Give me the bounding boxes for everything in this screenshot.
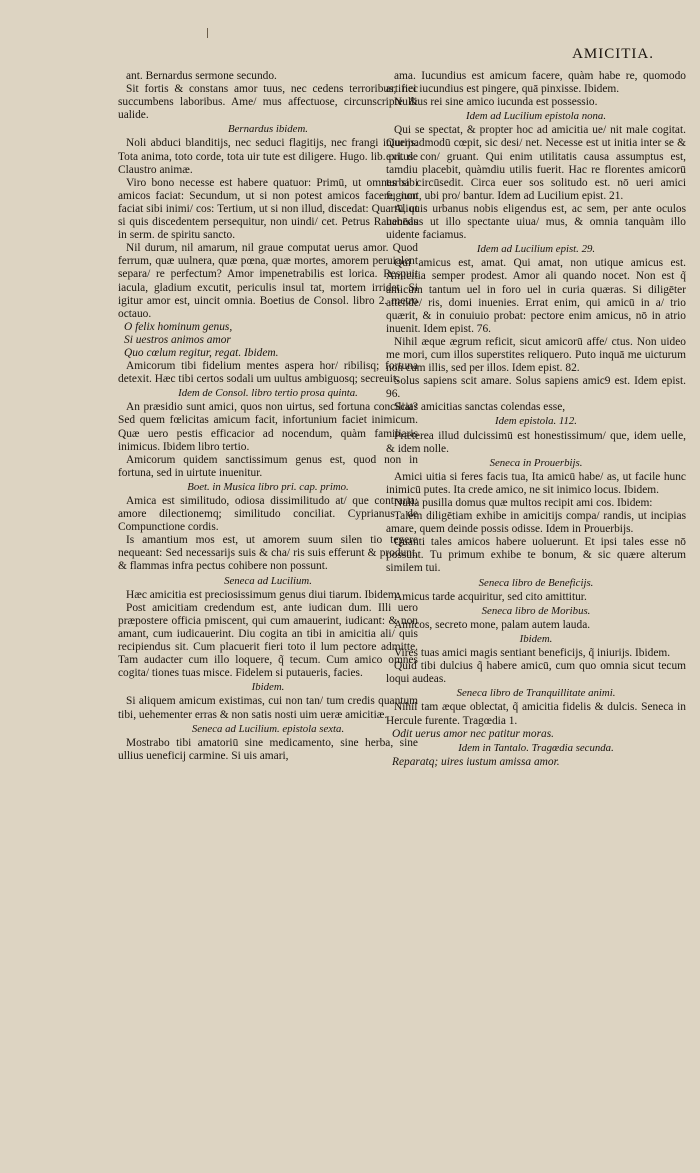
paragraph: Aliquis urbanus nobis eligendus est, ac sem, per ante oculos habēdus ut illo spectante uiua/ mus, & omnia tanquàm illo uidente faciamus. bbox=[386, 202, 686, 242]
paragraph: Noli abduci blanditijs, nec seduci flagitijs, nec frangi iniurijs. Tota anima, toto corde, tota uir tute est diligere. Hugo. lib. pri. de Claustro animæ. bbox=[118, 137, 418, 176]
verse-line: Odit uerus amor nec patitur moras. bbox=[392, 727, 554, 740]
verse-line: O felix hominum genus, bbox=[124, 320, 233, 333]
paragraph: Qui se spectat, & propter hoc ad amicitia ue/ nit male cogitat. Quemadmodū cœpit, sic desi/ net. Necesse est ut initia inter se & exitus con/ gruant. Qui enim utilitatis causa assumptus est, tamdiu placebit, quàmdiu utilis fuerit. Hac re florentes amicorū turba circūsedit. Circa euer sos solitudo est. nō ueri amici fugiunt, ubi pro/ bantur. Idem ad Lucilium epist. 21. bbox=[386, 124, 686, 202]
citation: Idem ad Lucilium epist. 29. bbox=[476, 243, 596, 256]
paragraph: Prætereа illud dulcissimū est honestissimum/ que, idem uelle, & idem nolle. bbox=[386, 429, 686, 455]
paragraph: Amici uitia si feres facis tua, Ita amicū habe/ as, ut facile hunc inimicū putes. Ita crede amico, ne sit inimico locus. Ibidem. bbox=[386, 470, 686, 496]
paragraph: Amicorum quidem sanctissimum genus est, quod non in fortuna, sed in uirtute inuenitur. bbox=[118, 453, 418, 479]
paragraph: Nil durum, nil amarum, nil graue computat uerus amor. Quod ferrum, quæ uulnera, quæ pœna, quæ mortes, amorem peruialent separa/ re perfectum? Amor impenetrabilis est lorica. Respuit iacula, gladium excutit, periculis insul tat, mortem irridet. Si igitur amor est, uincit omnia. Boetius de Consol. libro 2. metro octauo. bbox=[118, 242, 418, 320]
citation: Boet. in Musica libro pri. cap. primo. bbox=[187, 480, 349, 493]
citation: Seneca in Prouerbijs. bbox=[489, 456, 583, 469]
verse-line: Quo cœlum regitur, regat. Ibidem. bbox=[124, 346, 279, 359]
verse-line: Si uestros animos amor bbox=[124, 333, 231, 346]
paragraph: Amica est similitudo, odiosa dissimilitudo at/ que contraria: amore dilectionemq; similitudo conciliat. Cyprianus de Compunctione cordis. bbox=[118, 495, 418, 534]
citation: Seneca libro de Tranquillitate animi. bbox=[456, 687, 616, 700]
paragraph: Amicorum tibi fidelium mentes aspera hor/ ribilisq; fortuna detexit. Hæc tibi certos sodali um uultus ambiguosq; secreuit. bbox=[118, 360, 418, 386]
citation: Idem in Tantalo. Tragœdia secunda. bbox=[458, 741, 614, 754]
paragraph: Hæc amicitia est preciosissimum genus diui tiarum. Ibidem. bbox=[126, 588, 400, 601]
citation: Idem epistola. 112. bbox=[495, 415, 577, 428]
left-text-column bbox=[118, 70, 418, 763]
page-mark bbox=[207, 28, 212, 38]
page-title: AMICITIA. bbox=[572, 46, 654, 62]
citation: Seneca ad Lucilium. epistola sexta. bbox=[191, 722, 345, 735]
paragraph: Is amantium mos est, ut amorem suum silen tio tegere nequeant: Sed necessarijs suis & cha/ ris suis efferunt & produnt, & flammas infra pectus cohibere non possunt. bbox=[118, 534, 418, 573]
citation: Idem ad Lucilium epistola nona. bbox=[465, 110, 607, 123]
paragraph: Post amicitiam credendum est, ante iudican dum. Illi uero præpostere officia pmiscent, qui cum amauerint, iudicant: & non amant, cum iudicauerint. Diu cogita an tibi in amicitia ali/ quis recipiendus sit. Cum placuerit fieri toto il lum pectore admitte. Tam audacter cum illo loquere, q̃ tecum. Cum amico omnes cogita/ tiones tuas misce. Fidelem si putaueris, facies. bbox=[118, 601, 418, 680]
paragraph: Vires tuas amici magis sentiant beneficijs, q̃ iniurijs. Ibidem. bbox=[394, 647, 671, 660]
citation: Idem de Consol. libro tertio prosa quinta. bbox=[178, 387, 358, 400]
citation: Ibidem. bbox=[251, 681, 285, 694]
right-text-column bbox=[386, 70, 686, 769]
citation: Ibidem. bbox=[519, 632, 553, 645]
citation: Seneca libro de Beneficijs. bbox=[478, 576, 594, 589]
paragraph: Amicos, secreto mone, palam autem lauda. bbox=[394, 618, 591, 631]
paragraph: Nihil tam æque oblectat, q̃ amicitia fidelis & dulcis. Seneca in Hercule furente. Tragœdia 1. bbox=[386, 701, 686, 727]
paragraph: Nullius rei sine amico iucunda est possessio. bbox=[394, 96, 598, 109]
paragraph: Nihil æque ægrum reficit, sicut amicorū affe/ ctus. Non uideo me mori, cum illos superstites reliquero. Puto inquā me uicturum non cum illis, sed per illos. Idem epist. 82. bbox=[386, 335, 686, 375]
citation: Seneca libro de Moribus. bbox=[481, 604, 591, 617]
paragraph: Viro bono necesse est habere quatuor: Primū, ut omnes sibi amicos faciat: Secundum, ut si non potest amicos facere, non faciat sibi inimi/ cos: Tertium, ut si non illud, discedat: Quartū, ut si quis discedentem persequitur, non uindi/ cet. Petrus Rauennas in serm. de spiritu sancto. bbox=[118, 176, 418, 242]
paragraph: Quid tibi dulcius q̃ habere amicū, cum quo omnia sicut tecum loqui audeas. bbox=[386, 660, 686, 686]
verse-line: Reparatq; uires iustum amissa amor. bbox=[392, 755, 560, 768]
paragraph: Si aliquem amicum existimas, cui non tan/ tum credis quantum tibi, uehementer erras & non satis nosti uim ueræ amicitiæ. bbox=[118, 695, 418, 721]
citation: Bernardus ibidem. bbox=[228, 123, 308, 136]
paragraph: ama. Iucundius est amicum facere, quàm habe re, quomodo artifici iucundius est pingere, quā pinxisse. Ibidem. bbox=[386, 70, 686, 96]
running-header bbox=[0, 46, 700, 70]
paragraph: Talem diligētiam exhibe in amicitijs compa/ randis, ut incipias amare, quem deinde possis odisse. Idem in Prouerbijs. bbox=[386, 510, 686, 536]
paragraph: An præsidio sunt amici, quos non uirtus, sed fortuna conciliat? Sed quem fœlicitas amicum facit, infortunium faciet inimicum. Quæ uero pestis efficacior ad nocendum, quàm familiaris inimicus. Ibidem libro tertio. bbox=[118, 401, 418, 453]
paragraph: Nulla pusilla domus quæ multos recipit ami cos. Ibidem: bbox=[394, 497, 653, 509]
citation: Seneca ad Lucilium. bbox=[224, 574, 312, 587]
paragraph: ant. Bernardus sermone secundo. bbox=[126, 70, 277, 82]
paragraph: Amicus tarde acquiritur, sed cito amittitur. bbox=[394, 590, 587, 603]
paragraph: Sit fortis & constans amor tuus, nec cedens terroribus, nec succumbens laboribus. Ame/ mus affectuose, circunscripte & ualide. bbox=[118, 83, 418, 122]
paragraph: Scias amicitias sanctas colendas esse, bbox=[394, 401, 566, 414]
paragraph: Qui amicus est, amat. Qui amat, non utique amicus est. Amicitia semper prodest. Amor ali quando nocet. Non est q̃ amicum tantum uel in foro uel in curia quæras. Si diligēter attende/ ris, domi inuenies. Errat enim, qui amicū in a/ trio quærit, & in conuiuio probat: pectore enim amicus, nō in atrio inuenit. Idem epist. 76. bbox=[386, 257, 686, 335]
paragraph: Mostrabo tibi amatoriū sine medicamento, sine herba, sine ullius ueneficij carmine. Si uis amari, bbox=[118, 736, 418, 762]
paragraph: Solus sapiens scit amare. Solus sapiens amic9 est. Idem epist. 96. bbox=[386, 375, 686, 401]
paragraph: Quanti tales amicos habere uoluerunt. Et ipsi tales esse nō possunt. Tu primum exhibe te bonum, & sic quære alterum similem tui. bbox=[386, 536, 686, 575]
